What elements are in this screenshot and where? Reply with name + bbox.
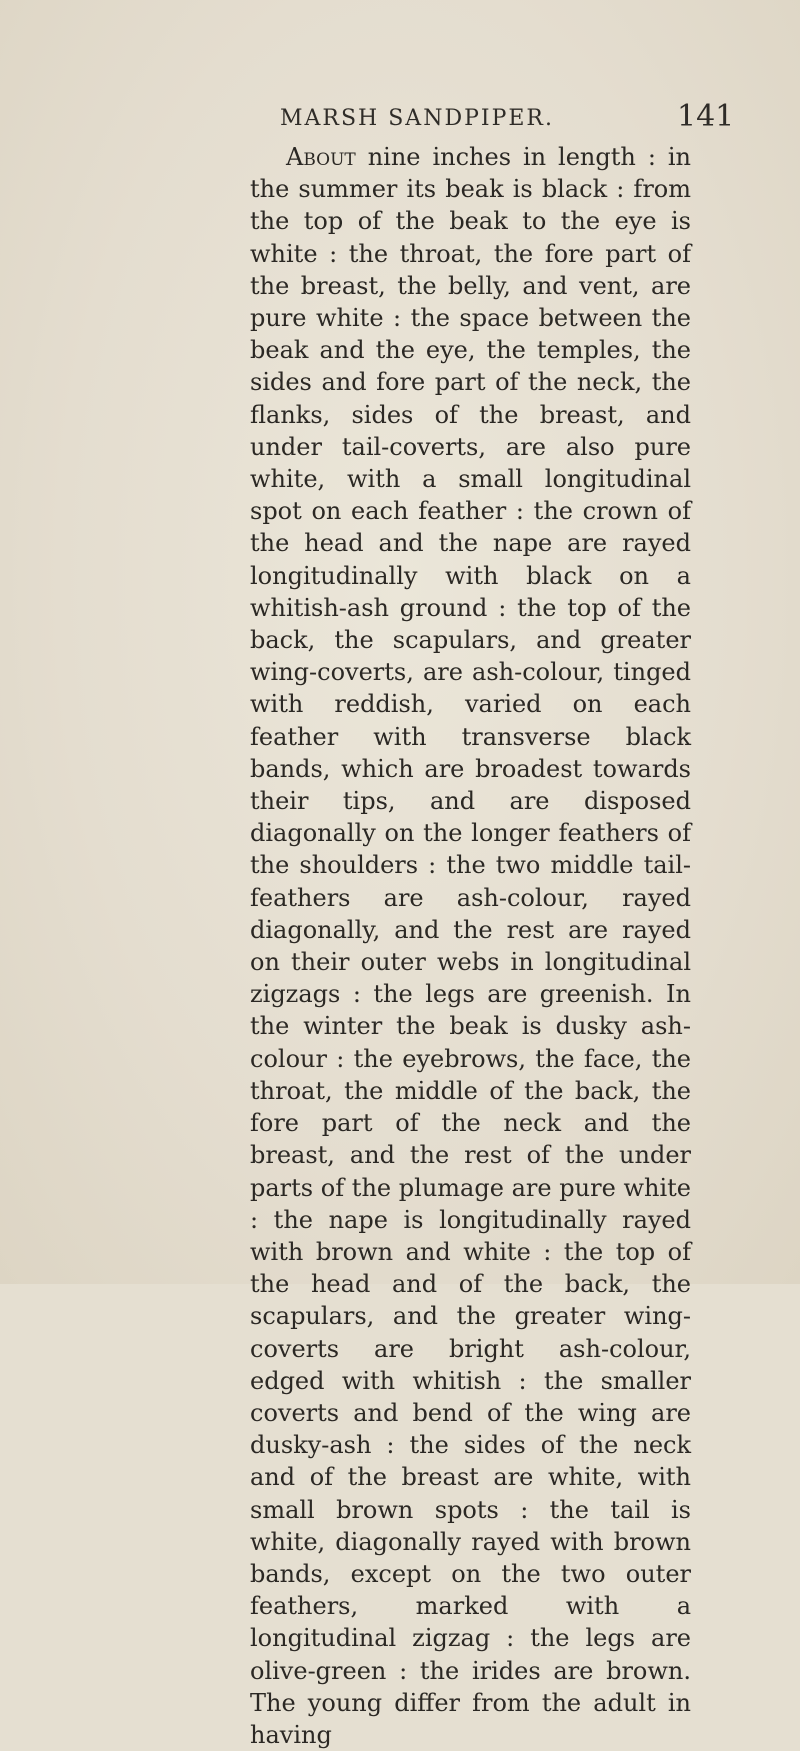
body-paragraph	[250, 141, 691, 1751]
running-head	[0, 94, 800, 134]
page-number: 141	[677, 99, 735, 134]
paragraph-text: nine inches in length : in the summer its beak is black : from the top of the beak to the eye is white : the throat, the fore part of the breast, the belly, and vent, are pure white : the space between the beak and the eye, the temples, the sides and fore part of the neck, the flanks, sides of the breast, and under tail-coverts, are also pure white, with a small longitudinal spot on each feather : the crown of the head and the nape are rayed longitudinally with black on a whitish-ash ground : the top of the back, the scapulars, and greater wing-coverts, are ash-colour, tinged with reddish, varied on each feather with transverse black bands, which are broadest towards their tips, and are disposed diagonally on the longer feathers of the shoulders : the two middle tail-feathers are ash-colour, rayed diagonally, and the rest are rayed on their outer webs in longitudinal zigzags : the legs are greenish. In the winter the beak is dusky ash-colour : the eyebrows, the face, the throat, the middle of the back, the fore part of the neck and the breast, and the rest of the under parts of the plumage are pure white : the nape is longitudinally rayed with brown and white : the top of the head and of the back, the scapulars, and the greater wing-coverts are bright ash-colour, edged with whitish : the smaller coverts and bend of the wing are dusky-ash : the sides of the neck and of the breast are white, with small brown spots : the tail is white, diagonally rayed with brown bands, except on the two outer feathers, marked with a longitudinal zigzag : the legs are olive-green : the irides are brown. The young differ from the adult in having	[250, 143, 691, 1749]
running-title: MARSH SANDPIPER.	[280, 106, 554, 131]
paragraph-first-word: About	[286, 143, 356, 171]
